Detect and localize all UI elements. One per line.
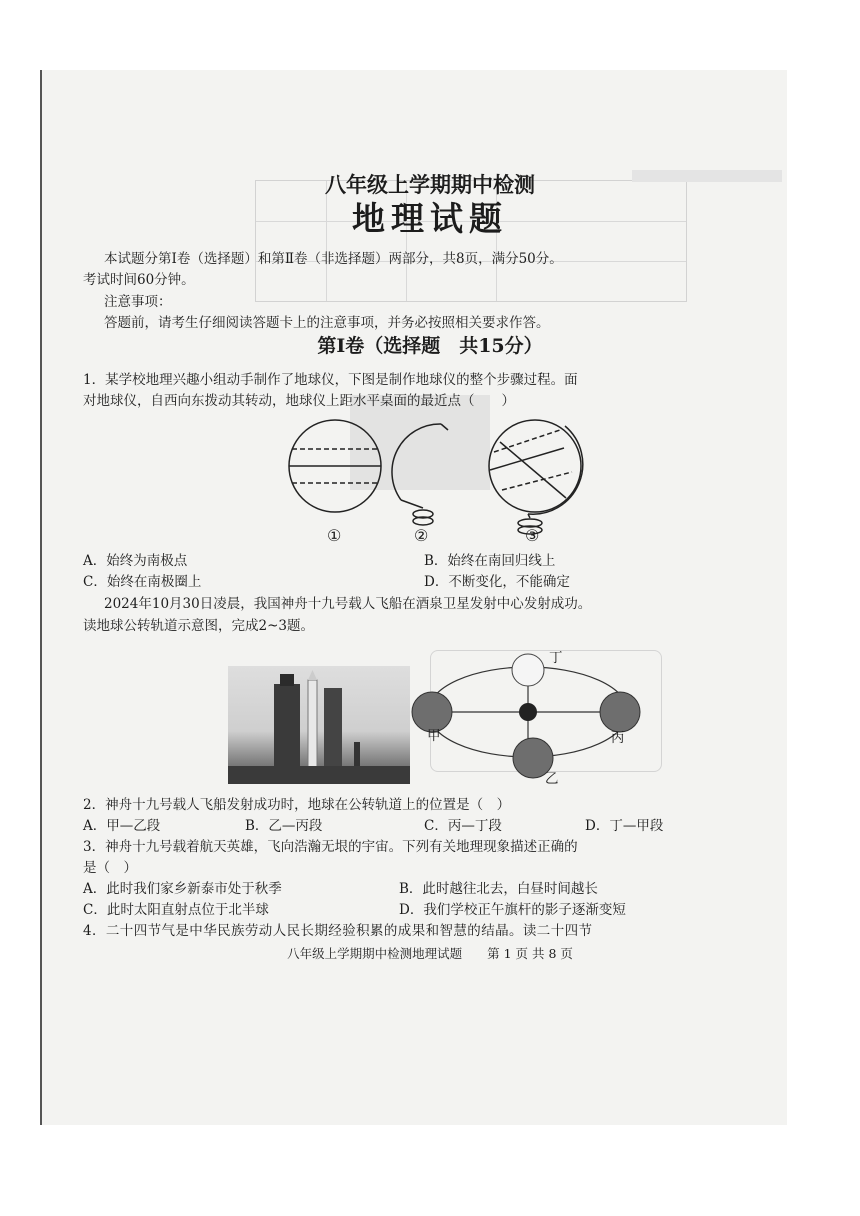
section-title: 第Ⅰ卷（选择题 共15分） <box>317 335 543 357</box>
orbit-label-jia: 甲 <box>427 728 441 744</box>
earth-orbit-diagram <box>410 640 650 790</box>
q1-stem-line-1: 1．某学校地理兴趣小组动手制作了地球仪，下图是制作地球仪的整个步骤过程。面 <box>83 372 578 388</box>
earth-ding <box>512 654 544 686</box>
q1-stem-line-2: 对地球仪，自西向东拨动其转动，地球仪上距水平桌面的最近点（ ） <box>83 393 515 409</box>
fig-label-1: ① <box>327 526 342 545</box>
q1-option-b: B．始终在南回归线上 <box>424 553 556 569</box>
sun <box>519 703 537 721</box>
q2-option-a: A．甲—乙段 <box>83 818 161 834</box>
globe-steps-figure <box>278 418 598 546</box>
q3-stem-line-2: 是（ ） <box>83 860 137 876</box>
fig-label-3: ③ <box>525 526 540 545</box>
q1-option-a: A．始终为南极点 <box>83 553 188 569</box>
notice-text: 答题前，请考生仔细阅读答题卡上的注意事项，并务必按照相关要求作答。 <box>104 315 550 331</box>
intro-line-1: 本试题分第Ⅰ卷（选择题）和第Ⅱ卷（非选择题）两部分，共8页，满分50分。 <box>104 251 563 267</box>
q3-option-c: C．此时太阳直射点位于北半球 <box>83 902 269 918</box>
exam-title: 八年级上学期期中检测 <box>325 172 535 197</box>
orbit-label-bing: 丙 <box>611 730 625 746</box>
orbit-label-yi: 乙 <box>545 771 559 787</box>
q2-option-d: D．丁—甲段 <box>585 818 664 834</box>
q3-option-a: A．此时我们家乡新泰市处于秋季 <box>83 881 282 897</box>
intro-line-2: 考试时间60分钟。 <box>83 272 195 288</box>
notice-label: 注意事项： <box>104 294 172 310</box>
rocket-launch-photo <box>228 666 410 784</box>
fig-label-2: ② <box>414 526 429 545</box>
earth-jia <box>412 692 452 732</box>
page-footer: 八年级上学期期中检测地理试题 第 1 页 共 8 页 <box>287 946 573 961</box>
q1-option-d: D．不断变化，不能确定 <box>424 574 570 590</box>
subject-title: 地理试题 <box>352 199 508 238</box>
orbit-label-ding: 丁 <box>549 650 563 666</box>
q3-option-b: B．此时越往北去，白昼时间越长 <box>399 881 598 897</box>
q2-stem: 2．神舟十九号载人飞船发射成功时，地球在公转轨道上的位置是（ ） <box>83 797 511 813</box>
q4-stem-line-1: 4．二十四节气是中华民族劳动人民长期经验积累的成果和智慧的结晶。读二十四节 <box>83 923 593 939</box>
passage-line-1: 2024年10月30日凌晨，我国神舟十九号载人飞船在酒泉卫星发射中心发射成功。 <box>104 596 592 612</box>
earth-bing <box>600 692 640 732</box>
globe-stand-arc <box>392 424 441 500</box>
q2-option-c: C．丙—丁段 <box>424 818 502 834</box>
q3-stem-line-1: 3．神舟十九号载着航天英雄，飞向浩瀚无垠的宇宙。下列有关地理现象描述正确的 <box>83 839 578 855</box>
passage-line-2: 读地球公转轨道示意图，完成2~3题。 <box>83 618 314 634</box>
q3-option-d: D．我们学校正午旗杆的影子逐渐变短 <box>399 902 626 918</box>
q2-option-b: B．乙—丙段 <box>245 818 323 834</box>
q1-option-c: C．始终在南极圈上 <box>83 574 202 590</box>
